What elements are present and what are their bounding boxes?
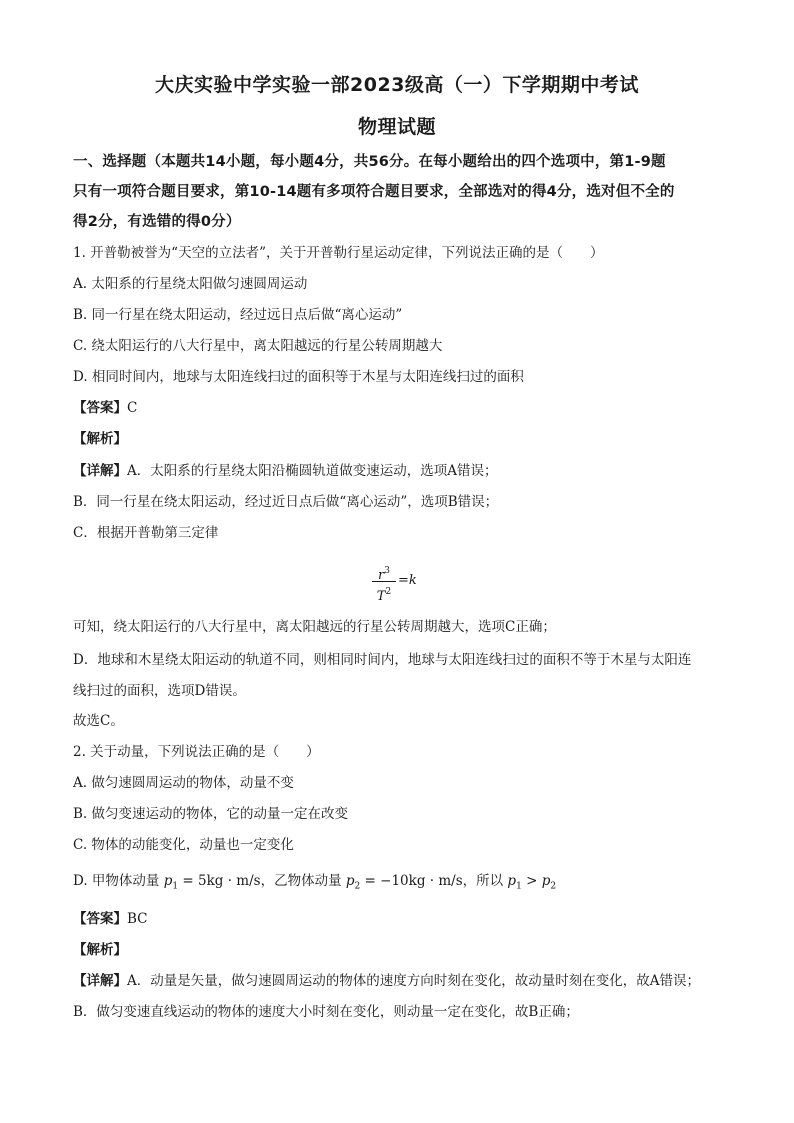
q1-conclusion: 故选C。 xyxy=(73,713,124,729)
q1-answer xyxy=(73,398,753,418)
q1-option-d: D. 相同时间内，地球与太阳连线扫过的面积等于木星与太阳连线扫过的面积 xyxy=(73,369,524,385)
formula-numerator: $r^3$ xyxy=(378,566,390,583)
q2-option-a: A. 做匀速圆周运动的物体，动量不变 xyxy=(73,775,294,791)
answer-tag: 【答案】 xyxy=(73,911,127,927)
section-header-line2: 只有一项符合题目要求，第10-14题有多项符合题目要求，全部选对的得4分，选对但不全的 xyxy=(73,184,675,200)
formula-fraction xyxy=(372,562,396,604)
formula-rhs: =k xyxy=(398,573,417,588)
detail-text: A．太阳系的行星绕太阳沿椭圆轨道做变速运动，选项A错误； xyxy=(127,463,498,479)
q1-detail-d1: D．地球和木星绕太阳运动的轨道不同，则相同时间内，地球与太阳连线扫过的面积不等于木星与太阳连 xyxy=(73,652,692,668)
q1-option-a: A. 太阳系的行星绕太阳做匀速圆周运动 xyxy=(73,276,308,292)
q1-analysis-tag: 【解析】 xyxy=(73,431,127,447)
q1-detail-c: C．根据开普勒第三定律 xyxy=(73,525,219,541)
detail-tag: 【详解】 xyxy=(73,463,127,479)
q2-answer xyxy=(73,909,753,929)
q2-option-b: B. 做匀变速运动的物体，它的动量一定在改变 xyxy=(73,806,349,822)
answer-value: BC xyxy=(127,911,148,927)
q1-detail-c2: 可知，绕太阳运行的八大行星中，离太阳越远的行星公转周期越大，选项C正确； xyxy=(73,619,556,635)
q2-detail-b: B．做匀变速直线运动的物体的速度大小时刻在变化，则动量一定在变化，故B正确； xyxy=(73,1004,579,1020)
q2-stem: 2. 关于动量，下列说法正确的是（ ） xyxy=(73,744,320,760)
q1-option-c: C. 绕太阳运行的八大行星中，离太阳越远的行星公转周期越大 xyxy=(73,338,443,354)
q2-detail-a xyxy=(73,971,753,991)
q1-detail-d2: 线扫过的面积，选项D错误。 xyxy=(73,683,246,699)
q1-stem: 1. 开普勒被誉为“天空的立法者”，关于开普勒行星运动定律，下列说法正确的是（ ） xyxy=(73,245,604,261)
q2-analysis-tag: 【解析】 xyxy=(73,942,127,958)
q1-detail-b: B．同一行星在绕太阳运动，经过近日点后做“离心运动”，选项B错误； xyxy=(73,494,499,510)
section-header-line1: 一、选择题（本题共14小题，每小题4分，共56分。在每小题给出的四个选项中，第1-9题 xyxy=(73,154,666,170)
detail-text: A．动量是矢量，做匀速圆周运动的物体的速度方向时刻在变化，故动量时刻在变化，故A错误； xyxy=(127,973,700,989)
q2-option-d: D. 甲物体动量 $p_1 = 5kg \cdot m/s$，乙物体动量 $p_2 = -10kg \cdot m/s$，所以 $p_1 > p_2$ xyxy=(73,873,557,892)
q2-option-c: C. 物体的动能变化，动量也一定变化 xyxy=(73,837,294,853)
q1-detail-a xyxy=(73,461,753,481)
answer-tag: 【答案】 xyxy=(73,400,127,416)
kepler-third-law-formula xyxy=(372,562,432,606)
detail-tag: 【详解】 xyxy=(73,973,127,989)
exam-title: 大庆实验中学实验一部2023级高（一）下学期期中考试 xyxy=(155,74,639,96)
formula-denominator: $T^2$ xyxy=(376,587,392,604)
answer-value: C xyxy=(127,400,138,416)
q1-option-b: B. 同一行星在绕太阳运动，经过远日点后做“离心运动” xyxy=(73,307,403,323)
subject-title: 物理试题 xyxy=(357,116,436,138)
section-header-line3: 得2分，有选错的得0分） xyxy=(73,214,241,230)
